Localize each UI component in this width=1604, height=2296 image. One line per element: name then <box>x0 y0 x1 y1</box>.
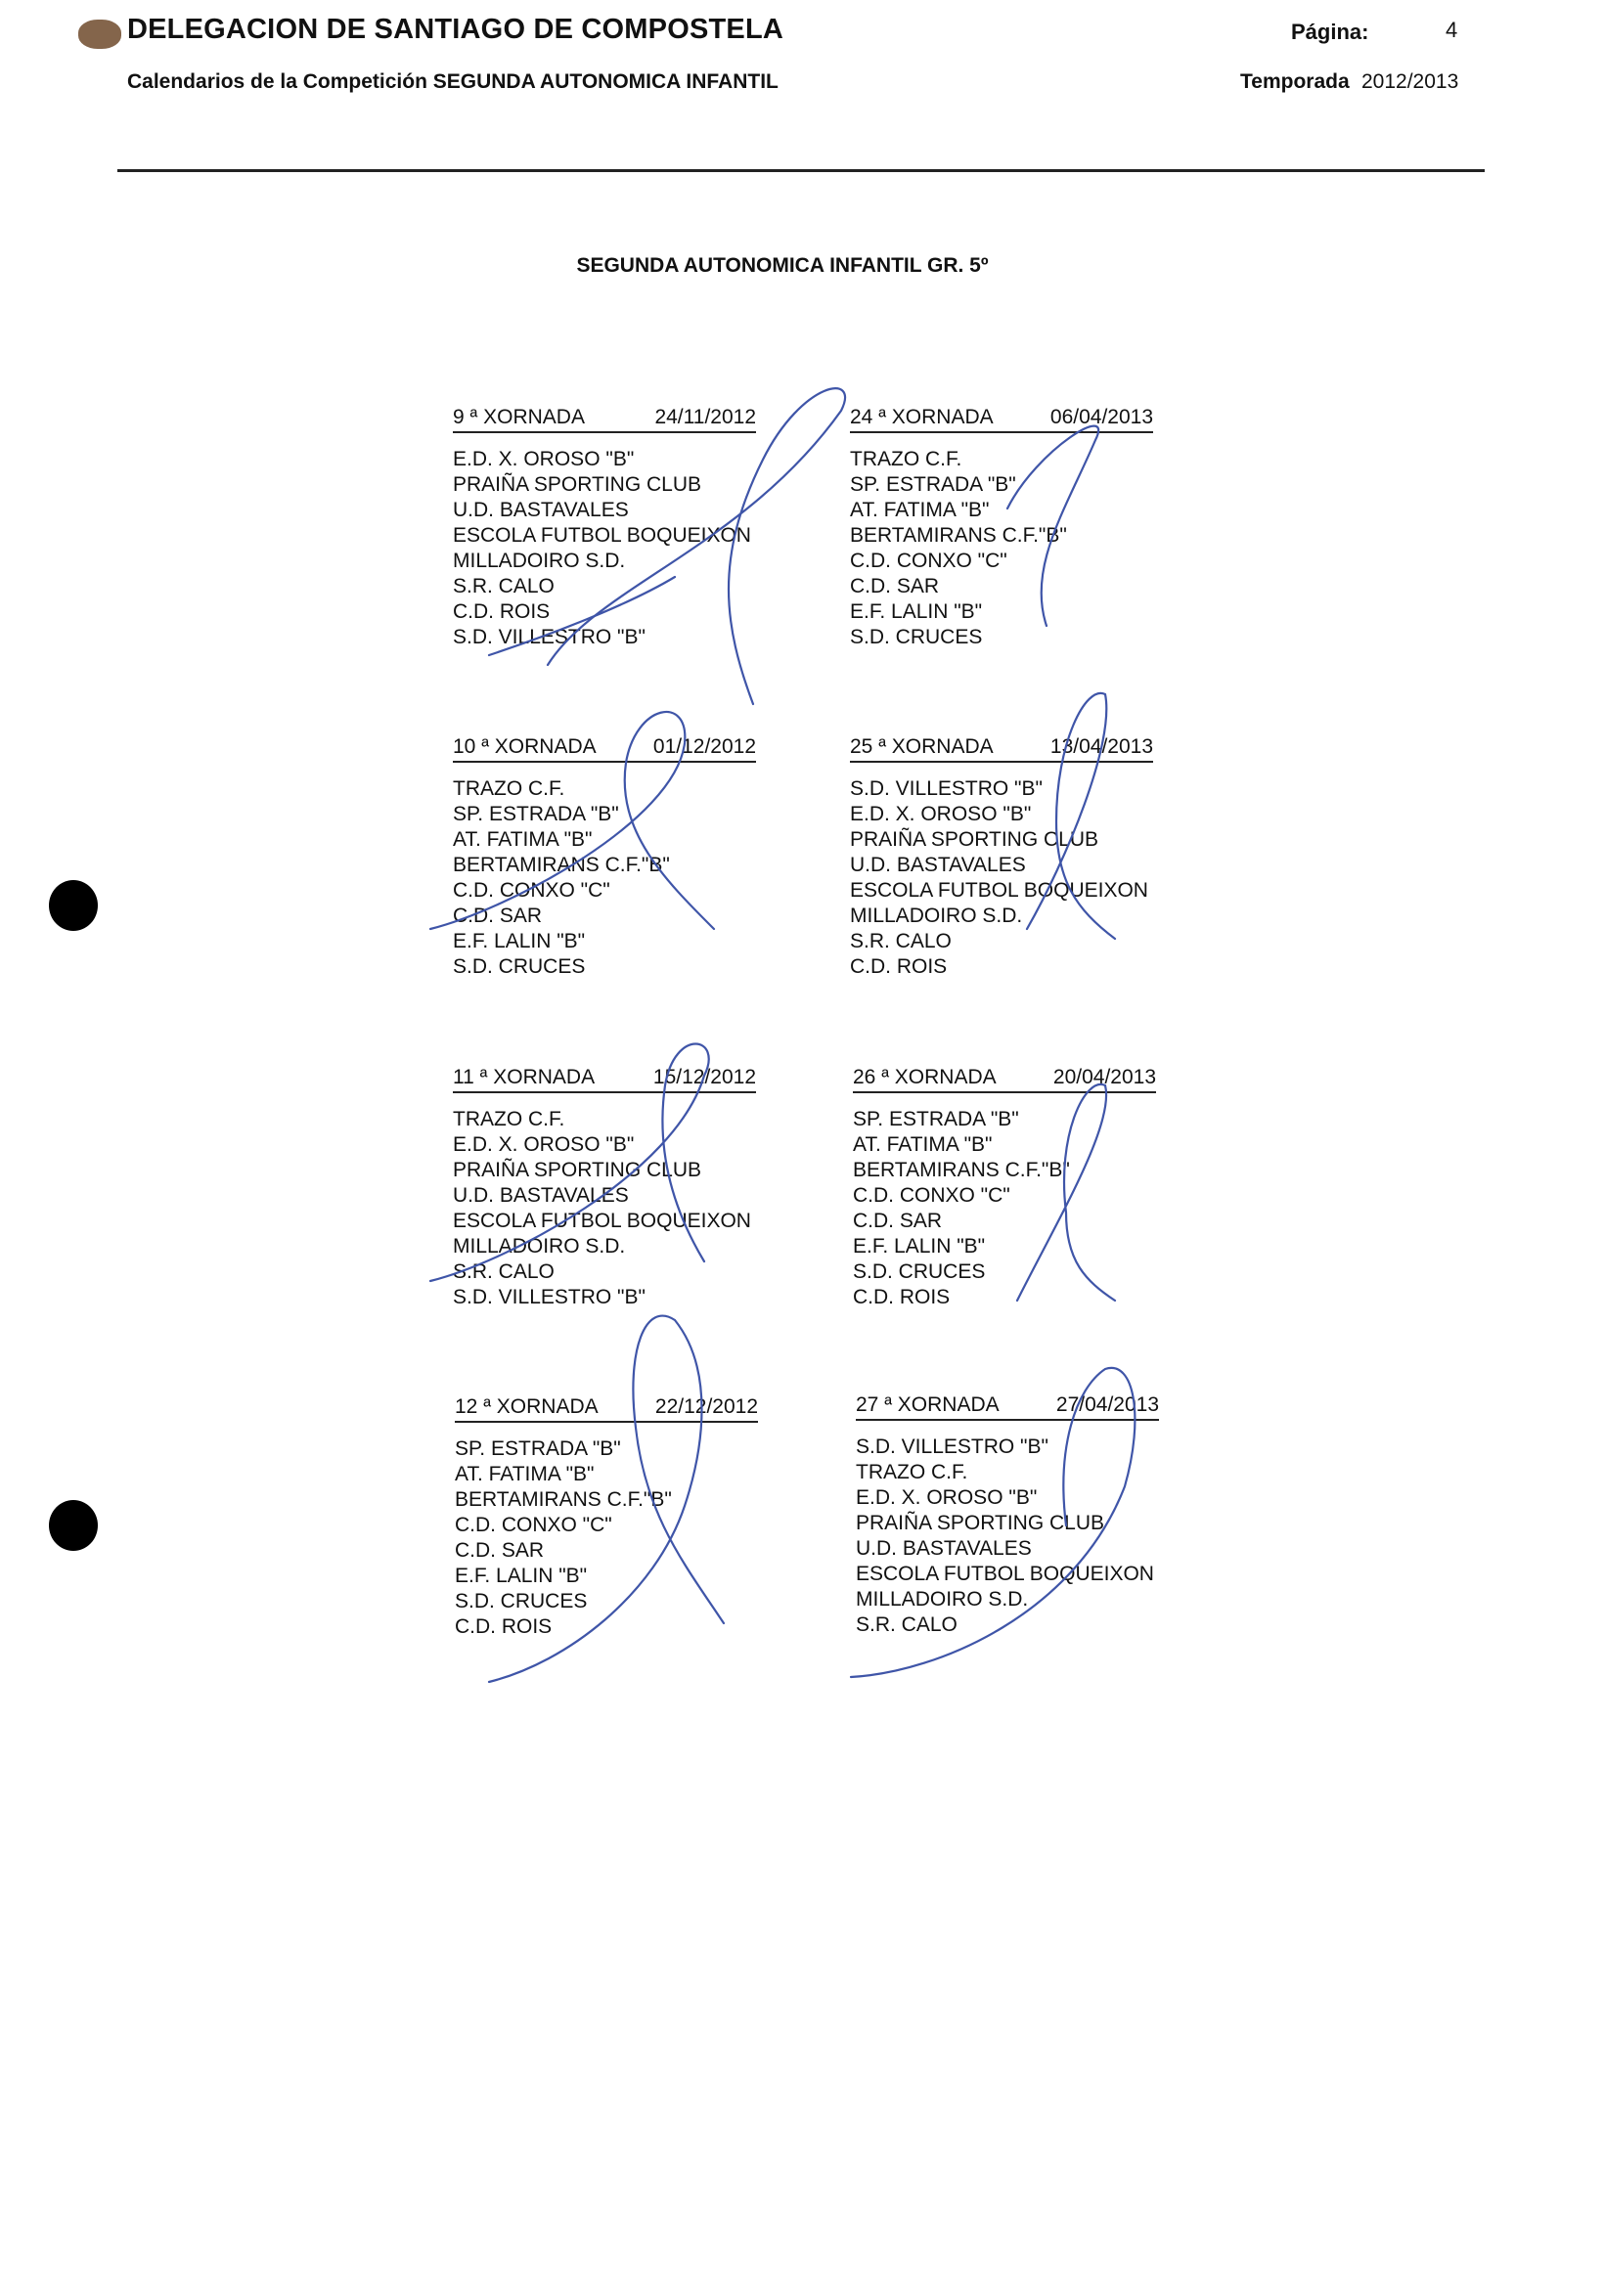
round-date: 22/12/2012 <box>654 1395 758 1418</box>
team-name: PRAIÑA SPORTING CLUB <box>856 1512 1105 1534</box>
team-name: S.D. VILLESTRO "B" <box>850 777 1043 800</box>
team-name: BERTAMIRANS C.F."B" <box>850 524 1067 547</box>
team-name: C.D. CONXO "C" <box>453 879 610 902</box>
team-name: MILLADOIRO S.D. <box>850 905 1023 927</box>
punch-hole <box>49 1500 98 1551</box>
round-date: 01/12/2012 <box>652 735 756 758</box>
round-label: 11 ª XORNADA <box>453 1066 596 1088</box>
team-name: S.D. CRUCES <box>453 955 586 978</box>
team-name: BERTAMIRANS C.F."B" <box>453 854 670 876</box>
team-name: C.D. ROIS <box>455 1615 553 1638</box>
team-name: E.D. X. OROSO "B" <box>453 1133 635 1156</box>
team-name: S.R. CALO <box>453 575 555 597</box>
team-name: U.D. BASTAVALES <box>453 499 629 521</box>
team-name: E.D. X. OROSO "B" <box>453 448 635 470</box>
page-number: 4 <box>1446 18 1458 42</box>
team-name: ESCOLA FUTBOL BOQUEIXON <box>453 1210 751 1232</box>
round-date: 06/04/2013 <box>1049 406 1153 428</box>
team-name: U.D. BASTAVALES <box>850 854 1026 876</box>
team-name: C.D. SAR <box>455 1539 545 1562</box>
round-label: 25 ª XORNADA <box>850 735 994 758</box>
team-name: MILLADOIRO S.D. <box>453 1235 626 1258</box>
team-name: BERTAMIRANS C.F."B" <box>455 1488 672 1511</box>
team-name: MILLADOIRO S.D. <box>453 550 626 572</box>
team-name: AT. FATIMA "B" <box>455 1463 595 1485</box>
round-date: 20/04/2013 <box>1052 1066 1156 1088</box>
subtitle-label: Calendarios de la Competición <box>127 70 427 93</box>
competition-name: SEGUNDA AUTONOMICA INFANTIL <box>432 70 779 93</box>
round-label: 9 ª XORNADA <box>453 406 585 428</box>
team-name: C.D. SAR <box>853 1210 943 1232</box>
team-name: C.D. CONXO "C" <box>455 1514 612 1536</box>
team-name: ESCOLA FUTBOL BOQUEIXON <box>850 879 1148 902</box>
round-label: 24 ª XORNADA <box>850 406 994 428</box>
team-name: AT. FATIMA "B" <box>453 828 593 851</box>
team-name: C.D. SAR <box>453 905 543 927</box>
team-name: E.F. LALIN "B" <box>850 600 983 623</box>
team-name: E.F. LALIN "B" <box>455 1565 588 1587</box>
signature-stroke <box>1007 426 1098 626</box>
team-name: PRAIÑA SPORTING CLUB <box>453 473 702 496</box>
punch-hole <box>49 880 98 931</box>
team-name: C.D. ROIS <box>453 600 551 623</box>
team-name: E.D. X. OROSO "B" <box>856 1486 1038 1509</box>
team-name: SP. ESTRADA "B" <box>453 803 619 825</box>
team-name: S.D. VILLESTRO "B" <box>453 1286 646 1308</box>
round-label: 27 ª XORNADA <box>856 1393 1000 1416</box>
team-name: S.D. CRUCES <box>850 626 983 648</box>
group-title: SEGUNDA AUTONOMICA INFANTIL GR. 5º <box>576 254 989 277</box>
team-name: E.D. X. OROSO "B" <box>850 803 1032 825</box>
team-name: S.R. CALO <box>453 1260 555 1283</box>
team-name: SP. ESTRADA "B" <box>853 1108 1019 1130</box>
team-name: SP. ESTRADA "B" <box>850 473 1016 496</box>
team-name: C.D. CONXO "C" <box>850 550 1007 572</box>
team-name: PRAIÑA SPORTING CLUB <box>453 1159 702 1181</box>
season-value: 2012/2013 <box>1361 70 1459 93</box>
team-name: C.D. CONXO "C" <box>853 1184 1010 1207</box>
team-name: S.D. CRUCES <box>853 1260 986 1283</box>
page-label: Página: <box>1291 20 1369 44</box>
round-date: 27/04/2013 <box>1055 1393 1159 1416</box>
round-date: 15/12/2012 <box>652 1066 756 1088</box>
signature-stroke <box>489 1316 724 1682</box>
team-name: BERTAMIRANS C.F."B" <box>853 1159 1070 1181</box>
team-name: S.D. CRUCES <box>455 1590 588 1612</box>
team-name: PRAIÑA SPORTING CLUB <box>850 828 1099 851</box>
team-name: SP. ESTRADA "B" <box>455 1437 621 1460</box>
signature-stroke <box>430 712 714 929</box>
team-name: ESCOLA FUTBOL BOQUEIXON <box>453 524 751 547</box>
team-name: C.D. ROIS <box>850 955 948 978</box>
team-name: S.R. CALO <box>856 1613 958 1636</box>
team-name: E.F. LALIN "B" <box>853 1235 986 1258</box>
season-label: Temporada <box>1240 70 1350 93</box>
signature-stroke <box>851 1368 1135 1677</box>
round-label: 12 ª XORNADA <box>455 1395 599 1418</box>
team-name: C.D. SAR <box>850 575 940 597</box>
team-name: S.D. VILLESTRO "B" <box>453 626 646 648</box>
team-name: TRAZO C.F. <box>453 777 565 800</box>
team-name: AT. FATIMA "B" <box>853 1133 993 1156</box>
signature-stroke <box>548 388 845 704</box>
signature-stroke <box>1027 693 1115 939</box>
signature-stroke <box>1017 1084 1115 1301</box>
signature-stroke <box>489 577 675 655</box>
team-name: E.F. LALIN "B" <box>453 930 586 952</box>
organization-title: DELEGACION DE SANTIAGO DE COMPOSTELA <box>127 14 784 45</box>
team-name: U.D. BASTAVALES <box>856 1537 1032 1560</box>
team-name: S.D. VILLESTRO "B" <box>856 1435 1048 1458</box>
team-name: AT. FATIMA "B" <box>850 499 990 521</box>
team-name: TRAZO C.F. <box>453 1108 565 1130</box>
team-name: TRAZO C.F. <box>850 448 962 470</box>
team-name: ESCOLA FUTBOL BOQUEIXON <box>856 1563 1154 1585</box>
round-label: 10 ª XORNADA <box>453 735 597 758</box>
team-name: TRAZO C.F. <box>856 1461 968 1483</box>
team-name: U.D. BASTAVALES <box>453 1184 629 1207</box>
team-name: MILLADOIRO S.D. <box>856 1588 1029 1611</box>
team-name: S.R. CALO <box>850 930 952 952</box>
signature-stroke <box>430 1044 709 1282</box>
round-date: 13/04/2013 <box>1049 735 1153 758</box>
team-name: C.D. ROIS <box>853 1286 951 1308</box>
round-label: 26 ª XORNADA <box>853 1066 997 1088</box>
round-date: 24/11/2012 <box>654 406 756 428</box>
